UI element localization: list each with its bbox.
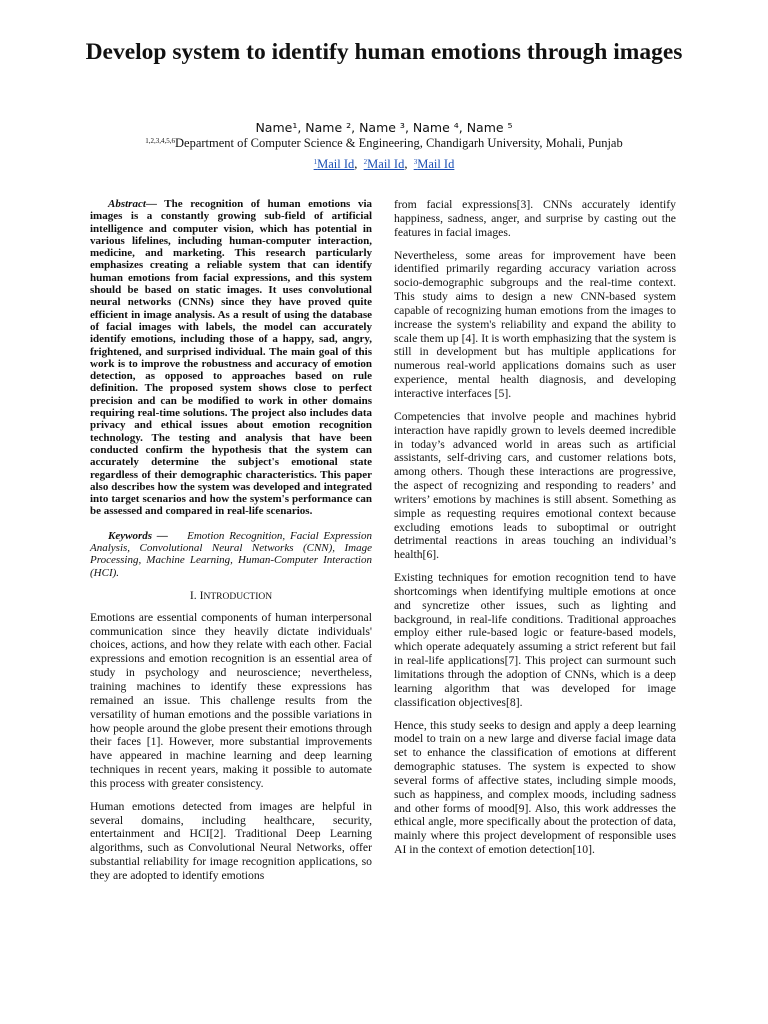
abstract-dash: — xyxy=(145,198,157,210)
mail-links: $^1$Mail Id, $^2$Mail Id, $^3$Mail Id xyxy=(313,157,455,171)
body-paragraph: Nevertheless, some areas for improvement have been identified primarily regarding accuracy variation across socio-demographic subgroups and the real-time context. This study aims to design a new CNN-based system capable of recognizing human emotions from the images to increase the system's reliability and expand the ability to scale them up [4]. It is worth emphasizing that the system is still in development but has multiple applications for numerous real-world applications domains such as user experience, mental health diagnosis, and developing interactive interfaces [5]. xyxy=(394,248,676,400)
body-paragraph: Emotions are essential components of human interpersonal communication since they heavily dictate individuals' choices, actions, and how they relate with each other. Facial expressions and emotion recognition is an essential area of study in psychology and neuroscience; nevertheless, training machines to identify these expressions has remained an issue. This challenge results from the versatility of human emotions and the possible variations in how people around the globe present their emotions through their faces [1]. However, more substantial improvements have appeared in machine learning and deep learning techniques in recent years, making it possible to automate this process with greater consistency. xyxy=(90,610,372,790)
affiliation-superscript: 1,2,3,4,5,6 xyxy=(145,137,176,145)
author-list: Name¹, Name ², Name ³, Name ⁴, Name ⁵ xyxy=(255,120,513,135)
abstract-label: Abstract xyxy=(108,198,146,210)
mail-link-2[interactable]: $^2$Mail Id xyxy=(363,157,405,171)
body-paragraph: Human emotions detected from images are helpful in several domains, including healthcare, security, entertainment and HCI[2]. Traditional Deep Learning algorithms, such as Convolutional Neural Networks, offer substantial reliability for image recognition applications, so they are adopted to identify emotions xyxy=(90,799,372,882)
body-paragraph: Existing techniques for emotion recognition tend to have shortcomings when identifying multiple emotions at once and syncretize other issues, such as lighting and background, in real-life conditions. Traditional approaches employ either rule-based logic or feature-based models, which operate adequately assuming a strict referent but fail in real-life applications[7]. This project can surmount such limitations through the adoption of CNNs, which is a deep learning algorithm that was developed for image classification objectives[8]. xyxy=(394,571,676,709)
left-column xyxy=(90,198,372,892)
keywords xyxy=(90,530,372,579)
keywords-text: Emotion Recognition, Facial Expression Analysis, Convolutional Neural Networks (CNN), Image Processing, Machine Learning, Human-Computer Interaction (HCI). xyxy=(90,529,372,579)
keywords-label: Keywords — xyxy=(108,529,168,542)
abstract-text: The recognition of human emotions via images is a constantly growing sub-field of artificial intelligence and computer vision, which has potential in various lifelines, including human-computer interaction, medicine, and marketing. This research particularly emphasizes creating a reliable system that can identify human emotions from facial expressions, and this system should be based on static images. It uses convolutional neural networks (CNNs) since they have proved quite efficient in image analysis. As a result of using the database of facial images with labels, the model can accurately identify emotions, including those of a happy, sad, angry, frightened, and surprised individual. The main goal of this work is to improve the robustness and accuracy of emotion detection, as opposed to approaches based on rule definition. The proposed system shows close to perfect precision and can be modified to work in other domains requiring real-time solutions. The project also includes data privacy and ethical issues about emotion recognition technology. The testing and analysis that have been conducted confirm the hypothesis that the system can accurately determine the subject's emotional state regardless of their demographic characteristics. This paper also describes how the system was developed and integrated into target scenarios and how the system's performance can be assessed and compared in real-life scenarios. xyxy=(90,198,372,518)
body-paragraph: from facial expressions[3]. CNNs accurately identify happiness, sadness, anger, and surprise by casting out the features in facial images. xyxy=(394,198,676,239)
abstract xyxy=(90,198,372,518)
affiliation xyxy=(0,136,768,151)
body-paragraph: Hence, this study seeks to design and apply a deep learning model to train on a new large and diverse facial image data set to enhance the classification of emotions at different demographic statuses. The system is expected to show several forms of affective states, including simple moods, such as happiness, and complex moods, including sadness and other forms of mood[9]. Also, this work addresses the ethical angle, more specifically about the protection of data, mainly where this project development of responsible uses AI in the context of emotion detection[10]. xyxy=(394,718,676,857)
paper-title: Develop system to identify human emotions through images xyxy=(85,39,683,65)
right-column xyxy=(394,198,676,866)
mail-link-1[interactable]: $^1$Mail Id xyxy=(313,157,355,171)
body-paragraph: Competencies that involve people and machines hybrid interaction have rapidly grown to levels deemed incredible in today’s advanced world in areas such as artificial assistants, self-driving cars, and customer relations bots, among others. Though these interactions are progressive, the aspect of recognizing and responding to readers’ and writers’ emotions by machines is still absent. Something as simple as requesting requires emotional context because excluding emotions leads to suboptimal or outright detrimental reactions in areas touching an individual’s health[6]. xyxy=(394,409,676,562)
section-heading-introduction: I. INTRODUCTION xyxy=(189,588,273,602)
mail-link-3[interactable]: $^3$Mail Id xyxy=(413,157,455,171)
affiliation-text: Department of Computer Science & Engineering, Chandigarh University, Mohali, Punjab xyxy=(175,136,623,150)
